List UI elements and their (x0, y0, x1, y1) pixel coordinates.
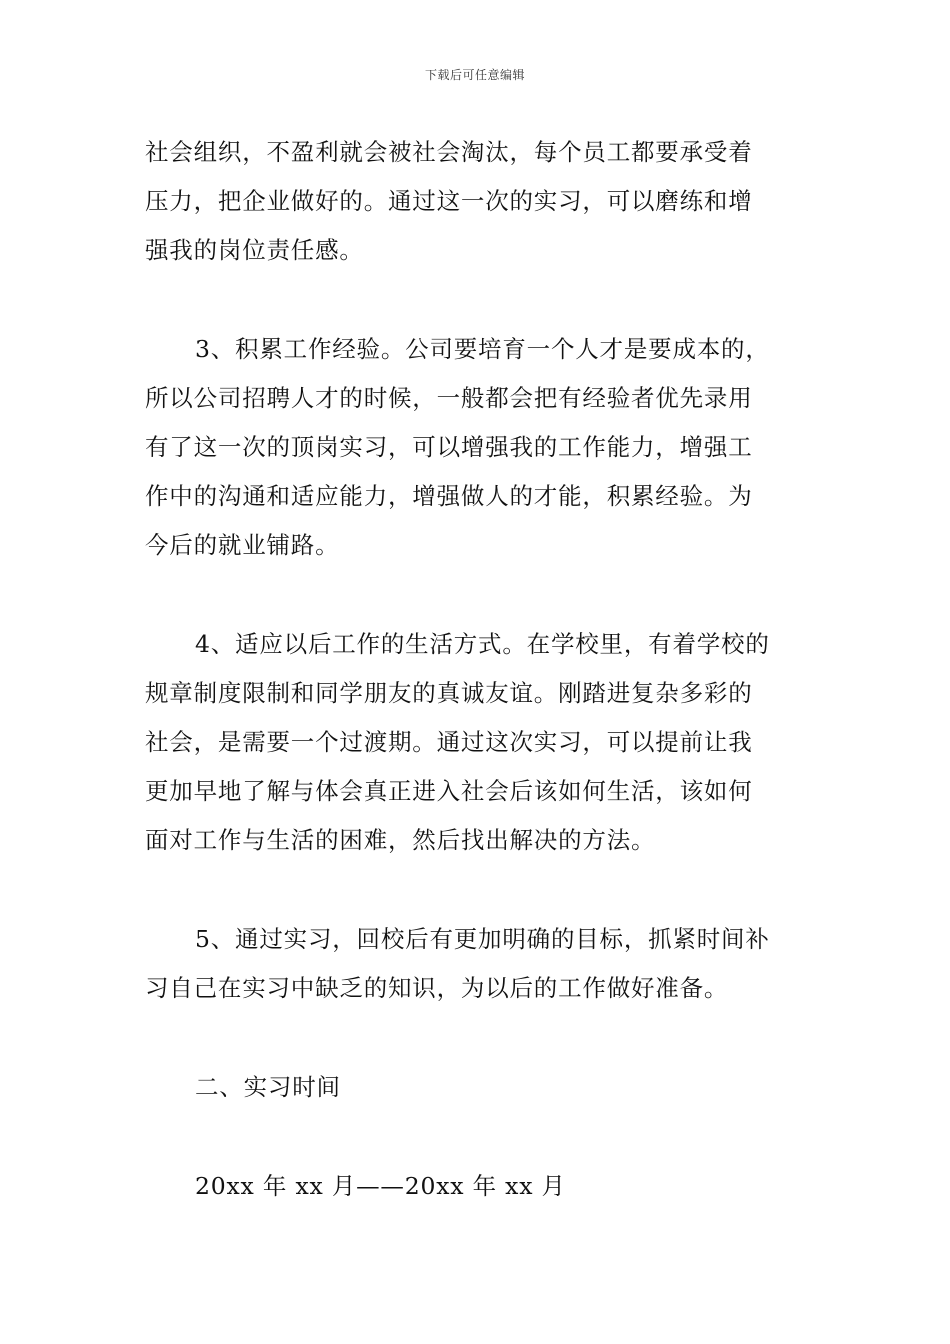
paragraph-line: 更加早地了解与体会真正进入社会后该如何生活，该如何 (145, 777, 753, 805)
paragraph-line: 社会，是需要一个过渡期。通过这次实习，可以提前让我 (145, 728, 753, 756)
paragraph-gap (145, 1013, 810, 1063)
paragraph-line: 强我的岗位责任感。 (145, 236, 364, 264)
paragraph-experience (145, 325, 810, 570)
paragraph-goals (145, 915, 810, 1013)
paragraph-line: 4、适应以后工作的生活方式。在学校里，有着学校的 (195, 630, 770, 658)
paragraph-line: 面对工作与生活的困难，然后找出解决的方法。 (145, 826, 656, 854)
paragraph-line: 有了这一次的顶岗实习，可以增强我的工作能力，增强工 (145, 433, 753, 461)
paragraph-line: 今后的就业铺路。 (145, 531, 340, 559)
paragraph-line: 5、通过实习，回校后有更加明确的目标，抓紧时间补 (195, 925, 770, 953)
paragraph-line: 习自己在实习中缺乏的知识，为以后的工作做好准备。 (145, 974, 729, 1002)
paragraph-line: 所以公司招聘人才的时候，一般都会把有经验者优先录用 (145, 384, 753, 412)
paragraph-line: 压力，把企业做好的。通过这一次的实习，可以磨练和增 (145, 187, 753, 215)
section-heading: 二、实习时间 (195, 1073, 341, 1101)
paragraph-gap (145, 275, 810, 325)
paragraph-gap (145, 570, 810, 620)
page-header-note: 下载后可任意编辑 (424, 68, 525, 82)
paragraph-line: 规章制度限制和同学朋友的真诚友谊。刚踏进复杂多彩的 (145, 679, 753, 707)
paragraph-line: 作中的沟通和适应能力，增强做人的才能，积累经验。为 (145, 482, 753, 510)
date-range: 20xx 年 xx 月——20xx 年 xx 月 (195, 1172, 566, 1200)
section-heading-internship-time (145, 1063, 810, 1112)
document-body (145, 128, 810, 1211)
paragraph-gap (145, 865, 810, 915)
paragraph-lifestyle (145, 620, 810, 865)
paragraph-date-range (145, 1162, 810, 1211)
paragraph-responsibility (145, 128, 810, 275)
paragraph-gap (145, 1112, 810, 1162)
paragraph-line: 3、积累工作经验。公司要培育一个人才是要成本的， (195, 335, 770, 363)
paragraph-line: 社会组织，不盈利就会被社会淘汰，每个员工都要承受着 (145, 138, 753, 166)
